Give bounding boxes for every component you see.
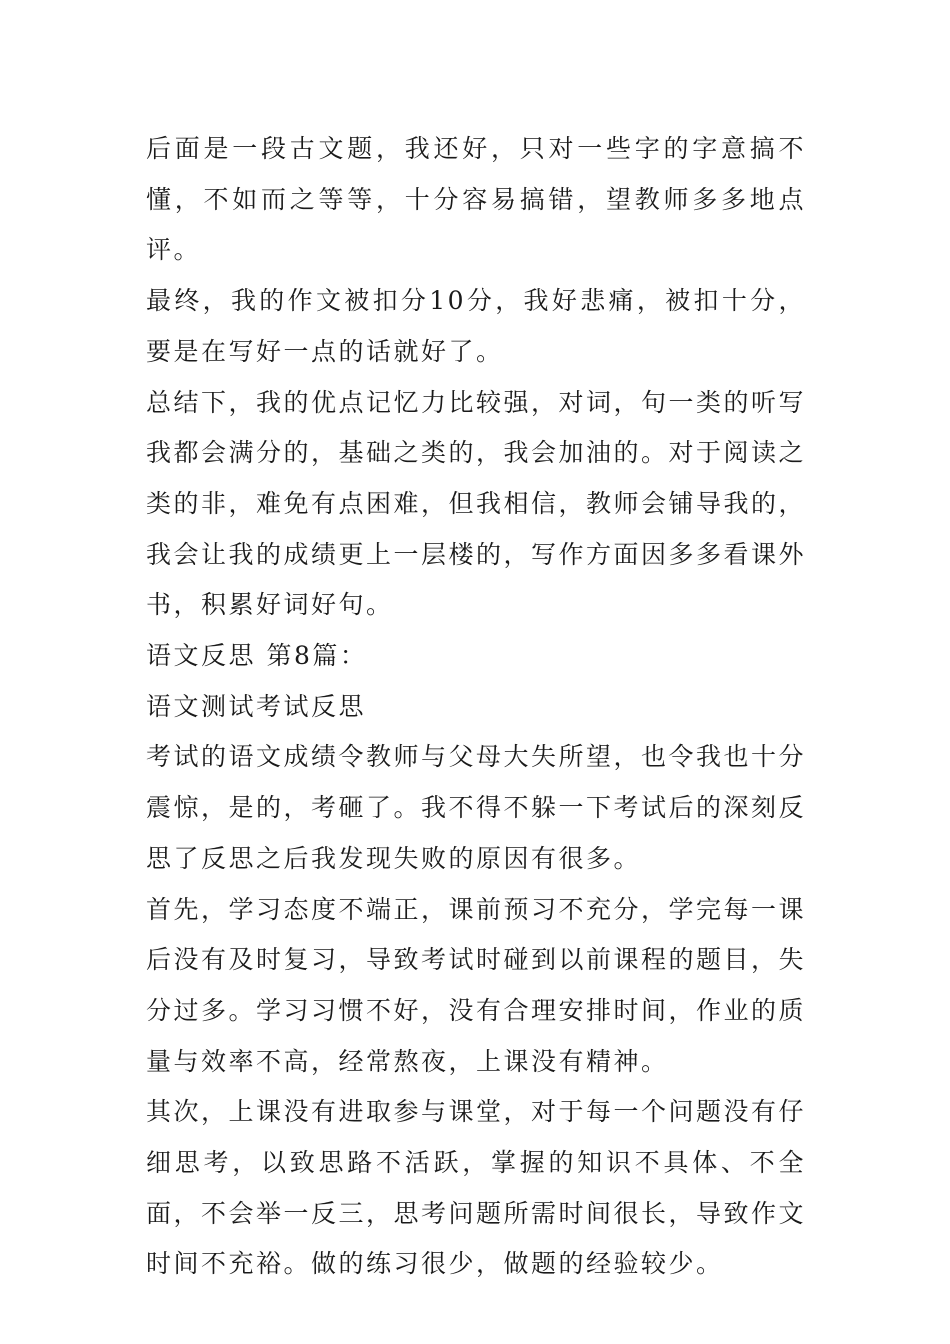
article-title: 语文测试考试反思 (146, 691, 367, 721)
document-page (146, 124, 806, 1290)
paragraph-intro: 考试的语文成绩令教师与父母大失所望，也令我也十分震惊，是的，考砸了。我不得不躲一下考试后的深刻反思了反思之后我发现失败的原因有很多。 (146, 742, 807, 873)
paragraph-first-reason: 首先，学习态度不端正，课前预习不充分，学完每一课后没有及时复习，导致考试时碰到以前课程的题目，失分过多。学习习惯不好，没有合理安排时间，作业的质量与效率不高，经常熬夜，上课没有精神。 (146, 894, 807, 1076)
paragraph-classical-chinese: 后面是一段古文题，我还好，只对一些字的字意搞不懂，不如而之等等，十分容易搞错，望教师多多地点评。 (146, 134, 806, 265)
section-heading: 语文反思 第8篇： (146, 641, 368, 671)
paragraph-second-reason: 其次，上课没有进取参与课堂，对于每一个问题没有仔细思考，以致思路不活跃，掌握的知识不具体、不全面，不会举一反三，思考问题所需时间很长，导致作文时间不充裕。做的练习很少，做题的经验较少。 (146, 1097, 807, 1279)
paragraph-essay-deduction: 最终，我的作文被扣分10分，我好悲痛，被扣十分，要是在写好一点的话就好了。 (146, 286, 806, 366)
paragraph-summary: 总结下，我的优点记忆力比较强，对词，句一类的听写我都会满分的，基础之类的，我会加油的。对于阅读之类的非，难免有点困难，但我相信，教师会铺导我的，我会让我的成绩更上一层楼的，写作方面因多多看课外书，积累好词好句。 (146, 387, 807, 620)
